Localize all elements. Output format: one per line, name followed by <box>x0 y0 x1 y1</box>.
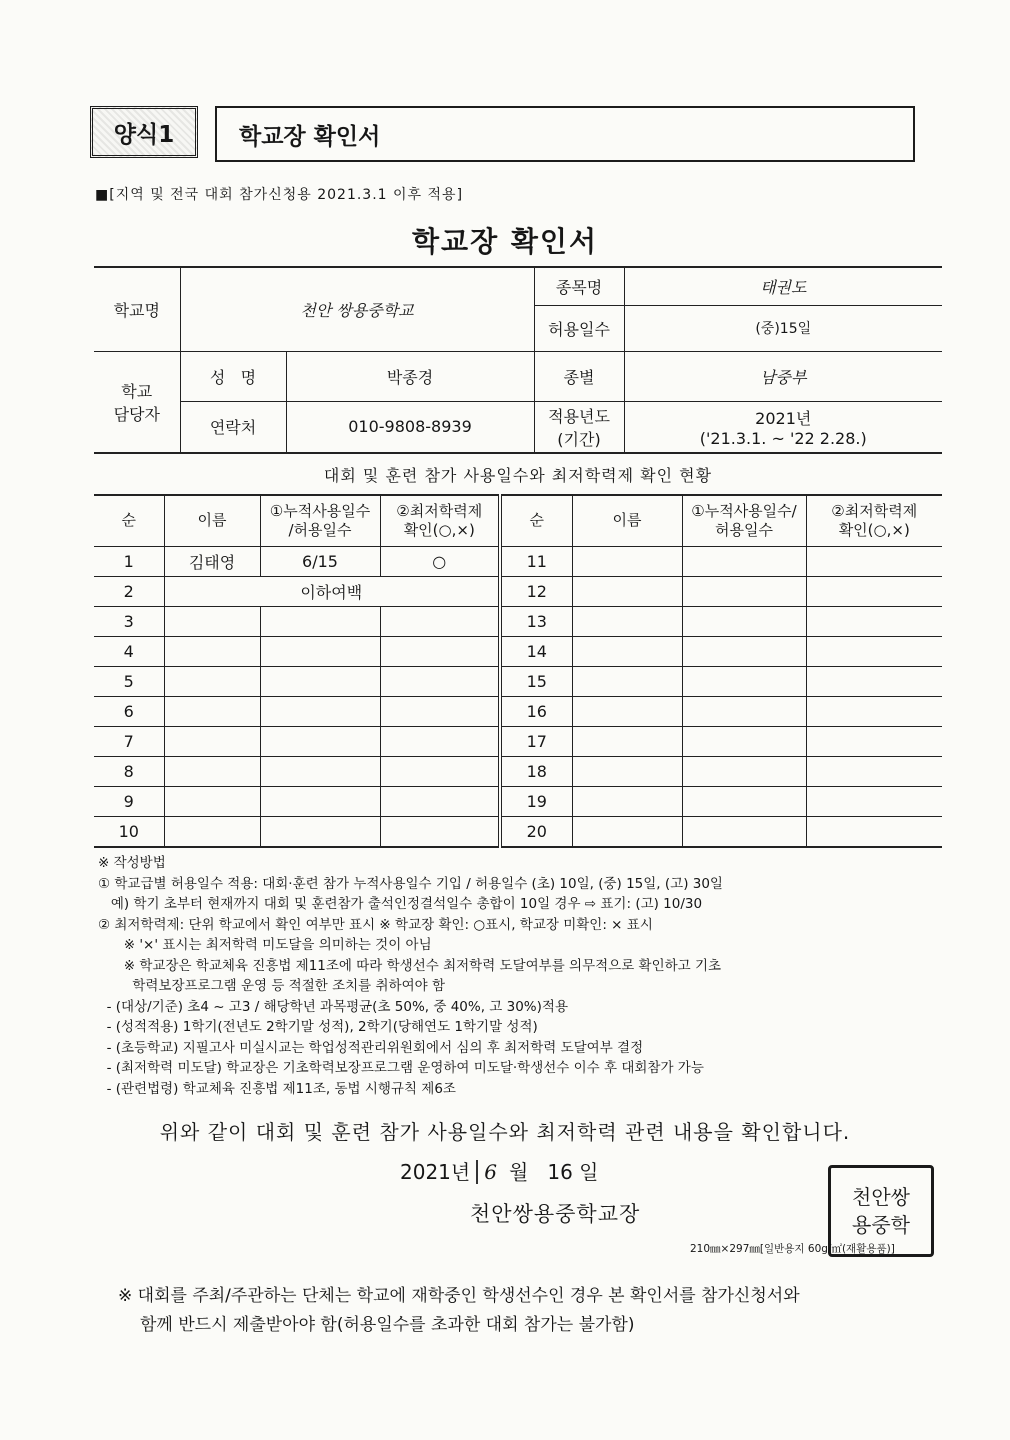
academic-check <box>380 697 500 727</box>
academic-check <box>806 757 942 787</box>
student-name <box>164 727 260 757</box>
col-name-right: 이름 <box>572 495 682 547</box>
academic-check <box>806 667 942 697</box>
academic-check <box>380 667 500 697</box>
row-number: 12 <box>500 577 572 607</box>
paper-spec: 210㎜×297㎜[일반용지 60g/㎡(재활용품)] <box>690 1243 895 1255</box>
student-name <box>164 667 260 697</box>
table-row <box>94 607 942 637</box>
student-name <box>572 757 682 787</box>
student-name <box>572 727 682 757</box>
staff-label: 학교 담당자 <box>94 351 180 453</box>
staff-name-label: 성 명 <box>180 351 286 401</box>
table-row <box>94 727 942 757</box>
student-name <box>572 577 682 607</box>
confirmation-statement: 위와 같이 대회 및 훈련 참가 사용일수와 최저학력 관련 내용을 확인합니다. <box>159 1120 851 1144</box>
student-name <box>164 787 260 817</box>
academic-check <box>806 637 942 667</box>
official-seal: 천안쌍 용중학 <box>828 1165 934 1257</box>
used-days <box>260 787 380 817</box>
table-row <box>94 697 942 727</box>
row-number: 20 <box>500 817 572 848</box>
used-days <box>260 757 380 787</box>
row-number: 7 <box>94 727 164 757</box>
blank-remainder-note: 이하여백 <box>164 577 500 607</box>
instruction-line: - (초등학교) 지필고사 미실시교는 학업성적관리위원회에서 심의 후 최저학력 도달여부 결정 <box>98 1039 644 1056</box>
used-days <box>260 817 380 848</box>
col-days: ①누적사용일수 /허용일수 <box>260 495 380 547</box>
table-row <box>94 817 942 848</box>
used-days <box>682 547 806 577</box>
row-number: 13 <box>500 607 572 637</box>
instruction-line: - (대상/기준) 초4 ~ 고3 / 해당학년 과목평균(초 50%, 중 40%, 고 30%)적용 <box>98 998 568 1015</box>
instruction-line: ② 최저학력제: 단위 학교에서 확인 여부만 표시 ※ 학교장 확인: ○표시, 학교장 미확인: × 표시 <box>98 916 653 933</box>
used-days <box>682 697 806 727</box>
used-days <box>260 637 380 667</box>
academic-check <box>380 817 500 848</box>
instruction-line: 학력보장프로그램 운영 등 적절한 조치를 취하여야 함 <box>98 978 445 994</box>
used-days <box>260 607 380 637</box>
used-days: 6/15 <box>260 547 380 577</box>
period-label: 적용년도 (기간) <box>534 401 624 453</box>
used-days <box>682 727 806 757</box>
row-number: 1 <box>94 547 164 577</box>
used-days <box>682 757 806 787</box>
table-row <box>94 757 942 787</box>
academic-check <box>380 757 500 787</box>
instruction-line: - (최저학력 미도달) 학교장은 기초학력보장프로그램 운영하여 미도달·학생선수 이수 후 대회참가 가능 <box>98 1060 704 1076</box>
col-academic: ②최저학력제 확인(○,×) <box>380 495 500 547</box>
row-number: 14 <box>500 637 572 667</box>
academic-check <box>806 727 942 757</box>
row-number: 3 <box>94 607 164 637</box>
row-number: 15 <box>500 667 572 697</box>
table-row <box>94 547 942 577</box>
student-name <box>164 697 260 727</box>
instruction-line: - (성적적용) 1학기(전년도 2학기말 성적), 2학기(당해연도 1학기말 성적) <box>98 1019 538 1035</box>
instruction-line: - (관련법령) 학교체육 진흥법 제11조, 동법 시행규칙 제6조 <box>98 1080 456 1097</box>
status-table-title: 대회 및 훈련 참가 사용일수와 최저학력제 확인 현황 <box>323 466 713 485</box>
school-name-label: 학교명 <box>94 267 180 351</box>
col-days-right: ①누적사용일수/ 허용일수 <box>682 495 806 547</box>
table-row <box>94 667 942 697</box>
sport-value: 태권도 <box>624 267 942 305</box>
academic-check <box>380 727 500 757</box>
academic-check <box>806 697 942 727</box>
period-value: 2021년 ('21.3.1. ~ '22 2.28.) <box>624 401 942 453</box>
allowed-days-label: 허용일수 <box>534 305 624 351</box>
staff-name-value: 박종경 <box>286 351 534 401</box>
page-title: 학교장 확인서 <box>411 225 599 258</box>
used-days <box>682 787 806 817</box>
student-name <box>572 667 682 697</box>
academic-check <box>806 787 942 817</box>
col-seq: 순 <box>94 495 164 547</box>
used-days <box>260 727 380 757</box>
row-number: 8 <box>94 757 164 787</box>
row-number: 17 <box>500 727 572 757</box>
row-number: 2 <box>94 577 164 607</box>
student-name <box>572 547 682 577</box>
contact-value: 010-9808-8939 <box>286 401 534 453</box>
school-name-value: 천안 쌍용중학교 <box>180 267 534 351</box>
sport-label: 종목명 <box>534 267 624 305</box>
col-academic-right: ②최저학력제 확인(○,×) <box>806 495 942 547</box>
used-days <box>260 697 380 727</box>
used-days <box>682 817 806 848</box>
table-row <box>94 577 942 607</box>
student-name <box>164 817 260 848</box>
division-value: 남중부 <box>624 351 942 401</box>
school-info-table <box>94 266 942 454</box>
used-days <box>682 637 806 667</box>
academic-check <box>380 787 500 817</box>
student-name <box>572 607 682 637</box>
instruction-line: ※ 학교장은 학교체육 진흥법 제11조에 따라 학생선수 최저학력 도달여부를 의무적으로 확인하고 기초 <box>98 957 722 974</box>
table-row <box>94 637 942 667</box>
academic-check <box>806 817 942 848</box>
student-name: 김태영 <box>164 547 260 577</box>
academic-check <box>806 547 942 577</box>
row-number: 19 <box>500 787 572 817</box>
row-number: 16 <box>500 697 572 727</box>
academic-check <box>380 637 500 667</box>
division-label: 종별 <box>534 351 624 401</box>
contact-label: 연락처 <box>180 401 286 453</box>
col-name: 이름 <box>164 495 260 547</box>
instruction-line: ※ '×' 표시는 최저학력 미도달을 의미하는 것이 아님 <box>98 937 432 953</box>
instruction-line: 예) 학기 초부터 현재까지 대회 및 훈련참가 출석인정결석일수 총합이 10일 경우 ⇨ 표기: (고) 10/30 <box>98 896 703 912</box>
used-days <box>260 667 380 697</box>
academic-check <box>806 577 942 607</box>
academic-check: ○ <box>380 547 500 577</box>
student-name <box>164 607 260 637</box>
instruction-line: ※ 작성방법 <box>98 855 166 871</box>
submission-note: ※ 대회를 주최/주관하는 단체는 학교에 재학중인 학생선수인 경우 본 확인서를 참가신청서와 함께 반드시 제출받아야 함(허용일수를 초과한 대회 참가는 불가함) <box>118 1286 800 1335</box>
student-name <box>572 817 682 848</box>
row-number: 10 <box>94 817 164 848</box>
student-name <box>572 637 682 667</box>
row-number: 9 <box>94 787 164 817</box>
student-name <box>164 637 260 667</box>
used-days <box>682 667 806 697</box>
student-name <box>164 757 260 787</box>
applicability-note: ■[지역 및 전국 대회 참가신청용 2021.3.1 이후 적용] <box>95 187 464 203</box>
issue-date: 2021년 6 월 16 일 <box>400 1160 599 1184</box>
form-number-label: 양식1 <box>90 106 198 158</box>
row-number: 4 <box>94 637 164 667</box>
student-name <box>572 787 682 817</box>
col-seq-right: 순 <box>500 495 572 547</box>
used-days <box>682 607 806 637</box>
used-days <box>682 577 806 607</box>
academic-check <box>806 607 942 637</box>
academic-check <box>380 607 500 637</box>
table-row <box>94 787 942 817</box>
header-title: 학교장 확인서 <box>215 106 915 162</box>
allowed-days-value: (중)15일 <box>624 305 942 351</box>
student-name <box>572 697 682 727</box>
principal-name: 천안쌍용중학교장 <box>470 1202 641 1226</box>
row-number: 5 <box>94 667 164 697</box>
row-number: 11 <box>500 547 572 577</box>
row-number: 6 <box>94 697 164 727</box>
instructions <box>98 853 958 1099</box>
row-number: 18 <box>500 757 572 787</box>
participation-table <box>94 494 942 848</box>
instruction-line: ① 학교급별 허용일수 적용: 대회·훈련 참가 누적사용일수 기입 / 허용일수 (초) 10일, (중) 15일, (고) 30일 <box>98 875 723 892</box>
